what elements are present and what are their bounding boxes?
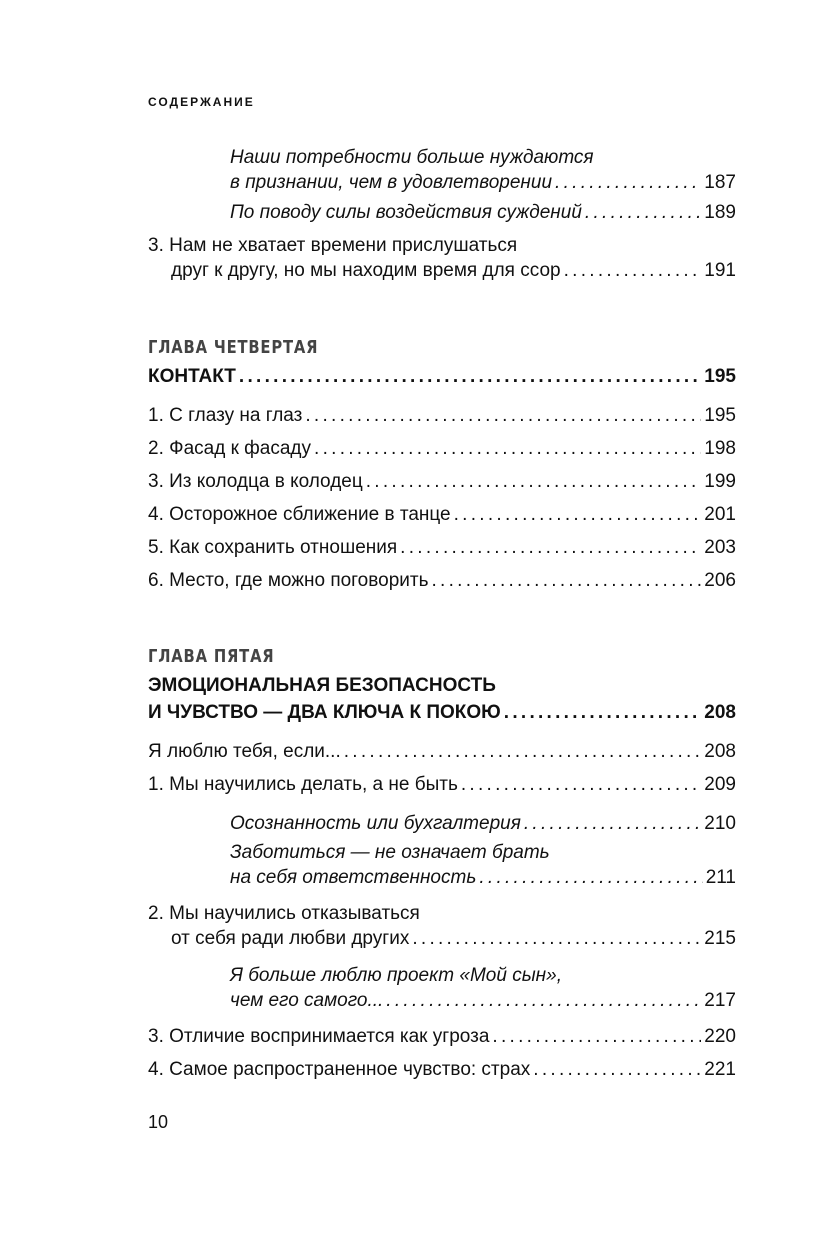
toc-page-number: 221 [704, 1059, 736, 1080]
toc-page-number: 211 [705, 867, 736, 888]
toc-entry[interactable] [230, 812, 736, 836]
toc-entry-text: Я люблю тебя, если... [148, 741, 341, 762]
leader-dots [524, 812, 701, 836]
toc-entry-line [230, 964, 562, 988]
toc-entry-text: 6. Место, где можно поговорить [148, 570, 429, 591]
toc-entry-text: Заботиться — не означает брать [230, 842, 550, 863]
toc-entry[interactable] [148, 404, 736, 428]
leader-dots [386, 989, 701, 1013]
chapter-title-text: И ЧУВСТВО — ДВА КЛЮЧА К ПОКОЮ [148, 702, 501, 723]
leader-dots [479, 866, 702, 890]
toc-entry-text: 4. Самое распространенное чувство: страх [148, 1059, 531, 1080]
leader-dots [533, 1058, 701, 1082]
toc-entry-line [230, 146, 594, 170]
toc-page-number: 201 [704, 504, 736, 525]
toc-entry[interactable] [148, 1025, 736, 1049]
chapter-title[interactable] [148, 701, 736, 725]
toc-entry-text: Наши потребности больше нуждаются [230, 147, 594, 168]
toc-page-number: 203 [704, 537, 736, 558]
toc-entry[interactable] [230, 989, 736, 1013]
toc-entry-text: 3. Из колодца в колодец [148, 471, 363, 492]
leader-dots [366, 470, 702, 494]
toc-page-number: 215 [704, 928, 736, 949]
toc-entry[interactable] [148, 503, 736, 527]
chapter-title[interactable] [148, 365, 736, 389]
toc-entry-text: По поводу силы воздействия суждений [230, 202, 582, 223]
leader-dots [461, 773, 701, 797]
leader-dots [555, 171, 701, 195]
leader-dots [585, 201, 701, 225]
toc-page-number: 191 [704, 260, 736, 281]
toc-entry-text: 5. Как сохранить отношения [148, 537, 398, 558]
toc-entry[interactable] [148, 773, 736, 797]
toc-page-number: 210 [704, 813, 736, 834]
chapter-label: ГЛАВА ПЯТАЯ [148, 646, 275, 667]
leader-dots [504, 701, 702, 725]
toc-entry-text: Я больше люблю проект «Мой сын», [230, 965, 562, 986]
leader-dots [344, 740, 702, 764]
leader-dots [492, 1025, 701, 1049]
toc-page-number: 208 [704, 702, 736, 723]
page-number: 10 [148, 1112, 169, 1132]
toc-entry-text: 4. Осторожное сближение в танце [148, 504, 451, 525]
toc-entry-text: 2. Мы научились отказываться [148, 903, 420, 924]
leader-dots [314, 437, 701, 461]
leader-dots [305, 404, 701, 428]
toc-page-number: 220 [704, 1026, 736, 1047]
toc-entry-text: 3. Нам не хватает времени прислушаться [148, 235, 518, 256]
toc-entry[interactable] [171, 259, 736, 283]
leader-dots [454, 503, 702, 527]
toc-entry-text: 1. Мы научились делать, а не быть [148, 774, 458, 795]
toc-page-number: 199 [704, 471, 736, 492]
chapter-title-line [148, 674, 496, 698]
toc-page-number: 189 [704, 202, 736, 223]
leader-dots [400, 536, 701, 560]
toc-entry-text: 3. Отличие воспринимается как угроза [148, 1026, 490, 1047]
running-header: СОДЕРЖАНИЕ [148, 95, 255, 109]
toc-entry-text: друг к другу, но мы находим время для ссор [171, 260, 561, 281]
chapter-title-text: ЭМОЦИОНАЛЬНАЯ БЕЗОПАСНОСТЬ [148, 675, 496, 696]
toc-entry-line [230, 841, 550, 865]
leader-dots [412, 927, 701, 951]
leader-dots [239, 365, 701, 389]
chapter-label: ГЛАВА ЧЕТВЕРТАЯ [148, 337, 319, 358]
toc-entry[interactable] [148, 536, 736, 560]
toc-entry-text: 2. Фасад к фасаду [148, 438, 312, 459]
toc-page-number: 209 [704, 774, 736, 795]
toc-entry-text: 1. С глазу на глаз [148, 405, 303, 426]
toc-entry[interactable] [230, 866, 736, 890]
toc-entry-line [148, 902, 420, 926]
toc-entry[interactable] [148, 437, 736, 461]
toc-entry[interactable] [230, 201, 736, 225]
toc-page-number: 187 [704, 172, 736, 193]
chapter-title-text: КОНТАКТ [148, 366, 236, 387]
toc-page-number: 208 [704, 741, 736, 762]
toc-entry[interactable] [148, 1058, 736, 1082]
toc-page-number: 217 [704, 990, 736, 1011]
toc-entry-line [148, 234, 517, 258]
toc-entry-text: от себя ради любви других [171, 928, 410, 949]
toc-entry[interactable] [148, 740, 736, 764]
toc-entry[interactable] [148, 569, 736, 593]
toc-entry-text: чем его самого... [230, 990, 384, 1011]
toc-entry[interactable] [171, 927, 736, 951]
toc-entry-text: в признании, чем в удовлетворении [230, 172, 553, 193]
leader-dots [564, 259, 702, 283]
toc-entry[interactable] [148, 470, 736, 494]
toc-entry-text: Осознанность или бухгалтерия [230, 813, 521, 834]
toc-page-number: 198 [704, 438, 736, 459]
leader-dots [431, 569, 701, 593]
toc-entry[interactable] [230, 171, 736, 195]
toc-page-number: 206 [704, 570, 736, 591]
toc-page-number: 195 [704, 366, 736, 387]
toc-page-number: 195 [704, 405, 736, 426]
toc-entry-text: на себя ответственность [230, 867, 477, 888]
